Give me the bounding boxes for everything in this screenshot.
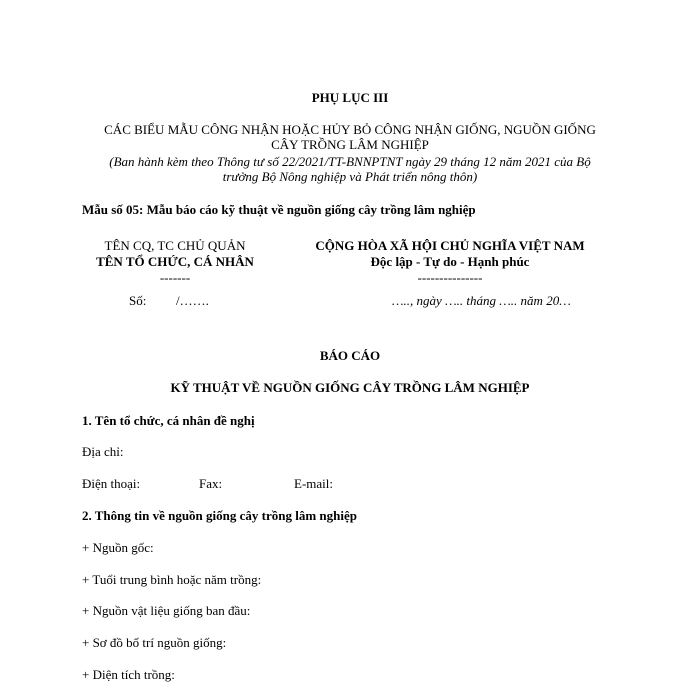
issuance-note-line2: trưởng Bộ Nông nghiệp và Phát triển nông thôn) [222,169,478,184]
report-subtitle: KỸ THUẬT VỀ NGUỒN GIỐNG CÂY TRỒNG LÂM NGHIỆP [170,380,530,395]
right-header-rule: --------------- [417,270,483,285]
organization-name: TÊN TỔ CHỨC, CÁ NHÂN [96,254,254,269]
section2-heading: 2. Thông tin về nguồn giống cây trồng lâm nghiệp [82,508,357,523]
report-title: BÁO CÁO [319,348,381,363]
phone-label: Điện thoại: [82,476,141,491]
date-line: ….., ngày ….. tháng ….. năm 20… [392,293,571,308]
list-item-layout: + Sơ đồ bố trí nguồn giống: [82,635,227,650]
appendix-title: PHỤ LỤC III [311,90,389,105]
document-number-value: /……. [176,293,209,308]
document-number-label: Số: [129,293,147,308]
national-motto: Độc lập - Tự do - Hạnh phúc [370,254,530,269]
right-header [270,238,630,286]
list-item-source-material: + Nguồn vật liệu giống ban đầu: [82,603,251,618]
parent-agency: TÊN CQ, TC CHỦ QUẢN [104,238,246,253]
list-item-origin: + Nguồn gốc: [82,540,154,555]
issuance-note-line1: (Ban hành kèm theo Thông tư số 22/2021/TT-BNNPTNT ngày 29 tháng 12 năm 2021 của Bộ [109,154,591,169]
fax-label: Fax: [199,476,223,491]
email-label: E-mail: [294,476,333,491]
form-number: Mẫu số 05: Mẫu báo cáo kỹ thuật về nguồn giống cây trồng lâm nghiệp [82,202,476,217]
section1-heading: 1. Tên tổ chức, cá nhân đề nghị [82,413,255,428]
forms-title-line2: CÂY TRỒNG LÂM NGHIỆP [271,137,429,152]
list-item-area: + Diện tích trồng: [82,667,175,682]
left-header [70,238,280,286]
address-label: Địa chỉ: [82,444,124,459]
left-header-rule: ------- [159,270,191,285]
list-item-age: + Tuổi trung bình hoặc năm trồng: [82,572,262,587]
national-title: CỘNG HÒA XÃ HỘI CHỦ NGHĨA VIỆT NAM [315,238,585,253]
forms-title-line1: CÁC BIỂU MẪU CÔNG NHẬN HOẶC HỦY BỎ CÔNG NHẬN GIỐNG, NGUỒN GIỐNG [104,122,596,137]
